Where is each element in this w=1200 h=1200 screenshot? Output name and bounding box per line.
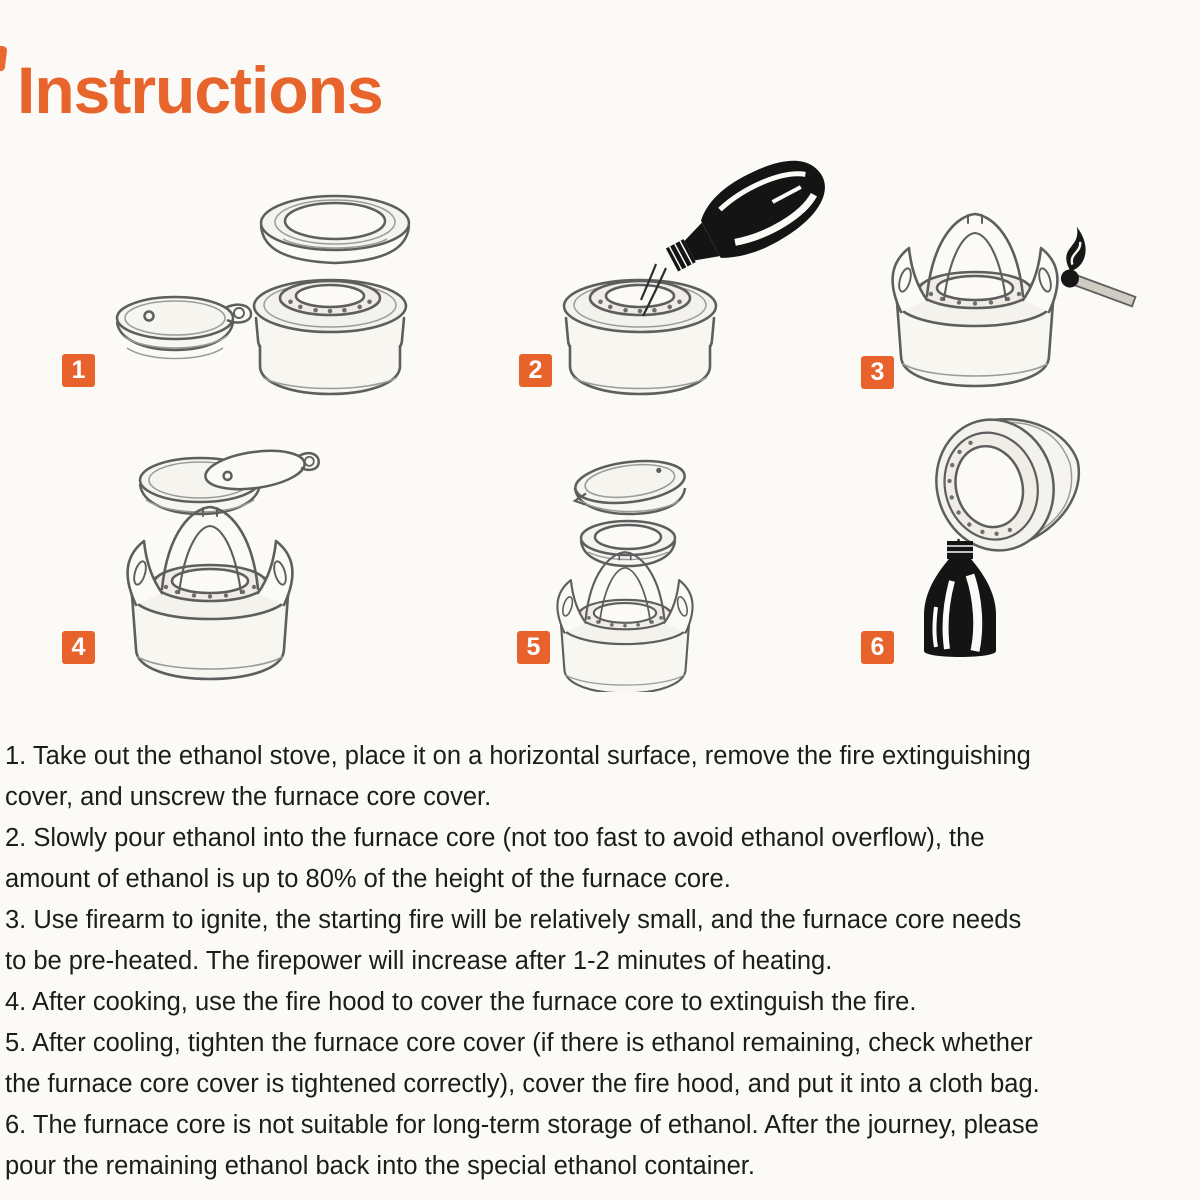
instruction-line: to be pre-heated. The firepower will increase after 1-2 minutes of heating. — [5, 947, 833, 975]
page-title: Instructions — [17, 53, 383, 128]
instruction-line: 2. Slowly pour ethanol into the furnace core (not too fast to avoid ethanol overflow), the — [5, 824, 985, 852]
instructions-text-block — [5, 736, 1199, 1187]
furnace-core-cover-icon — [261, 196, 409, 263]
instruction-line: 1. Take out the ethanol stove, place it on a horizontal surface, remove the fire extinguishing — [5, 742, 1031, 770]
stove-body-icon — [254, 280, 406, 394]
fire-extinguishing-cover-icon — [117, 297, 251, 359]
stove-with-pot-stand-icon — [893, 214, 1058, 386]
furnace-core-cover-icon — [581, 521, 675, 566]
fire-hood-open-lid-icon — [140, 443, 321, 514]
lighter-flame-icon — [1058, 226, 1148, 307]
tilted-stove-icon — [921, 398, 1096, 565]
cropped-glyph-artifact — [0, 45, 7, 71]
fire-hood-closed-icon — [571, 455, 687, 514]
step4-illustration-fire-hood — [45, 425, 455, 687]
step-badge-1: 1 — [62, 354, 95, 387]
ethanol-bottle-icon — [653, 160, 839, 289]
step-badge-3: 3 — [861, 356, 894, 389]
instruction-line: 6. The furnace core is not suitable for long-term storage of ethanol. After the journey, please — [5, 1111, 1039, 1139]
instruction-line: the furnace core cover is tightened correctly), cover the fire hood, and put it into a cloth bag. — [5, 1070, 1040, 1098]
stove-body-icon — [564, 280, 716, 394]
step-badge-2: 2 — [519, 354, 552, 387]
instruction-line: pour the remaining ethanol back into the special ethanol container. — [5, 1152, 755, 1180]
step-badge-5: 5 — [517, 631, 550, 664]
ethanol-bottle-icon — [924, 541, 996, 657]
stove-with-pot-stand-icon — [128, 507, 293, 679]
step1-illustration-stove-disassembled — [45, 160, 455, 400]
instruction-line: amount of ethanol is up to 80% of the height of the furnace core. — [5, 865, 731, 893]
stove-with-pot-stand-icon — [557, 552, 692, 692]
step-badge-4: 4 — [62, 631, 95, 664]
instruction-line: cover, and unscrew the furnace core cover. — [5, 783, 492, 811]
instruction-line: 5. After cooling, tighten the furnace core cover (if there is ethanol remaining, check whether — [5, 1029, 1033, 1057]
instruction-line: 4. After cooking, use the fire hood to cover the furnace core to extinguish the fire. — [5, 988, 917, 1016]
step-badge-6: 6 — [861, 631, 894, 664]
instruction-line: 3. Use firearm to ignite, the starting fire will be relatively small, and the furnace core needs — [5, 906, 1022, 934]
